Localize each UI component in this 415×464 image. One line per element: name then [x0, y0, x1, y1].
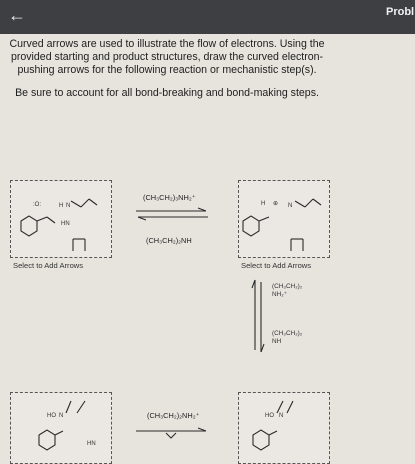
step2-forward-reagent [272, 283, 302, 299]
oxygen-atom: :O: [33, 202, 42, 208]
oxonium-charge: ⊕ [273, 201, 279, 207]
nitrogen-atom: N [279, 413, 284, 419]
hydrogen-atom: H [261, 201, 266, 207]
instructions-note: Be sure to account for all bond-breaking and bond-making steps. [15, 87, 319, 99]
hydrogen-atom: H [59, 203, 64, 209]
step2-reverse-reagent [272, 330, 302, 346]
step3-product-structure [239, 393, 329, 453]
equilibrium-arrow-1 [136, 208, 208, 220]
instructions [6, 38, 328, 110]
starting-structure [11, 181, 111, 257]
step2-reverse-line1: (CH₃CH₂)₂ [272, 330, 303, 337]
step3-starting-box[interactable] [10, 392, 112, 464]
nitrogen-atom: N [288, 203, 293, 209]
right-box-label: Select to Add Arrows [241, 261, 312, 270]
hydroxyl-group: HO [265, 413, 274, 419]
nitrogen-atom: N [66, 203, 71, 209]
nitrogen-atom: N [59, 413, 64, 419]
step2-forward-line2: NH₂⁺ [272, 291, 288, 298]
equilibrium-arrow-3 [136, 428, 208, 440]
instructions-text: Curved arrows are used to illustrate the flow of electrons. Using the provided starting and product structures, draw the curved electron-pushing arrows for the following reaction or mechanistic step(s). [9, 38, 325, 76]
step2-reverse-line2: NH [272, 338, 282, 345]
step1-reverse-reagent: (CH₃CH₂)₂NH [146, 236, 192, 245]
step1-forward-reagent: (CH₃CH₂)₃NH₂⁺ [143, 193, 196, 202]
product-structure-box[interactable] [238, 180, 330, 270]
hydroxyl-group: HO [47, 413, 56, 419]
top-bar [0, 0, 415, 34]
left-box-label: Select to Add Arrows [13, 261, 84, 270]
back-arrow-icon[interactable]: ← [8, 5, 26, 25]
product-structure [239, 181, 329, 257]
equilibrium-arrow-2 [252, 280, 264, 352]
step3-product-box[interactable] [238, 392, 330, 464]
problem-title: Probl [386, 6, 415, 18]
step3-forward-reagent: (CH₃CH₂)₂NH₂⁺ [147, 411, 200, 420]
amine-atom: HN [87, 441, 96, 447]
step3-starting-structure [11, 393, 111, 453]
step2-forward-line1: (CH₃CH₂)₂ [272, 283, 303, 290]
starting-structure-box[interactable] [10, 180, 112, 270]
amine-atom: HN [61, 221, 70, 227]
